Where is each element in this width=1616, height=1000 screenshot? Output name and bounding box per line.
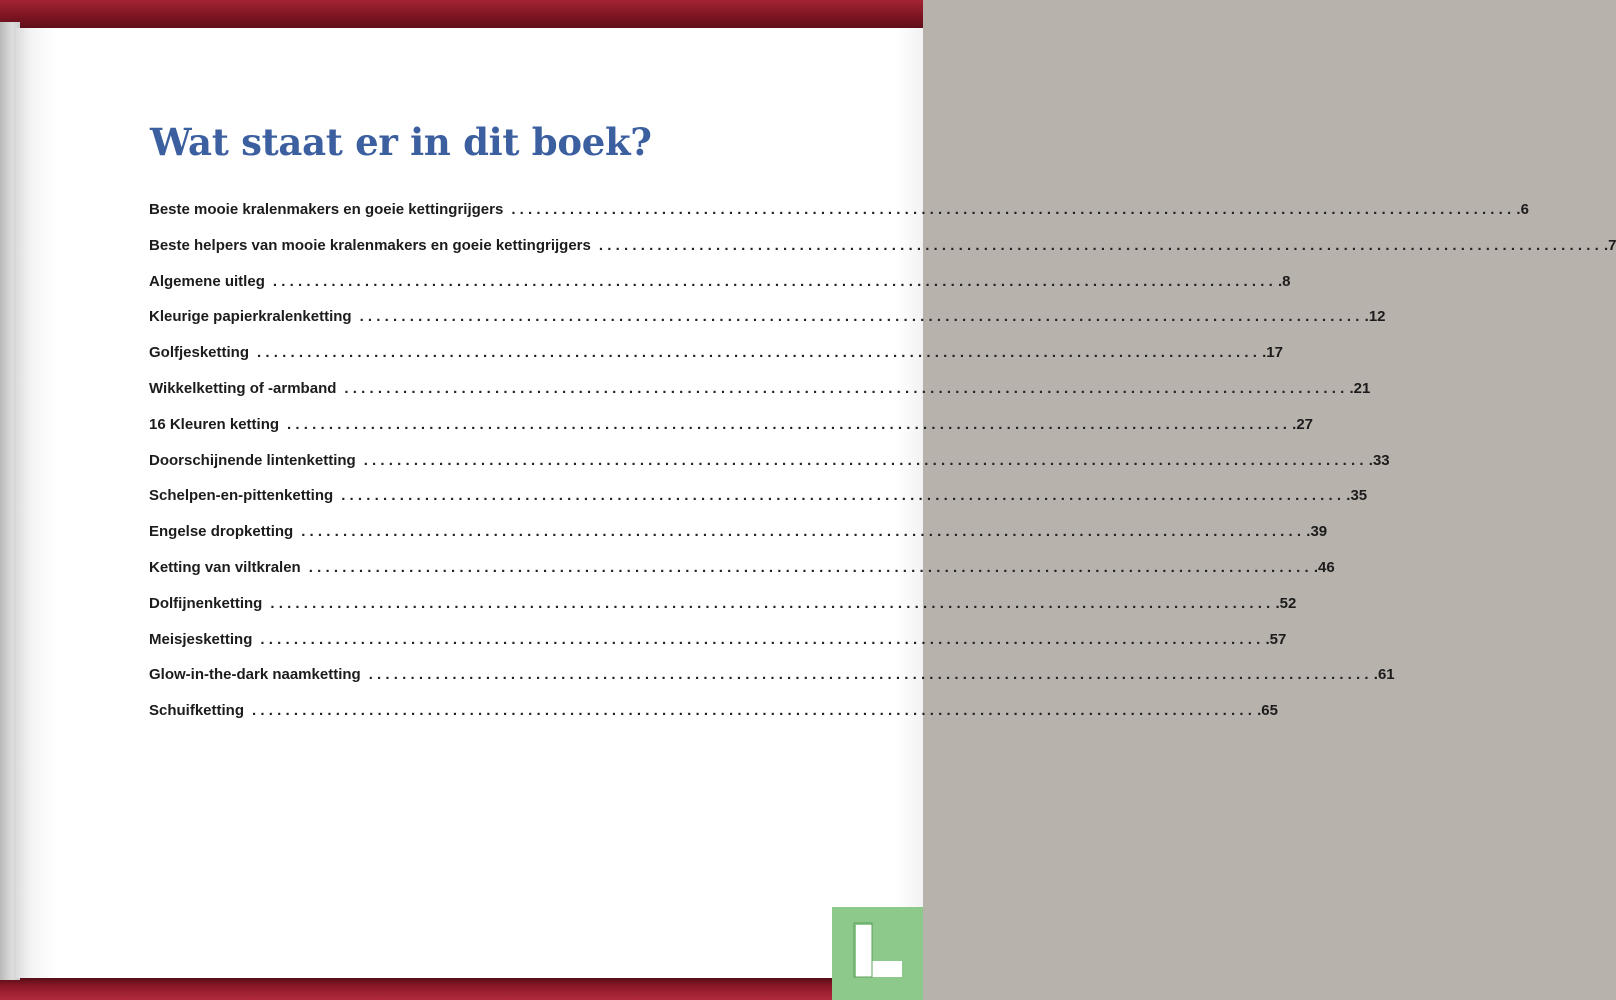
- toc-entry: [149, 308, 1386, 344]
- toc-leader-dots: ........................................................................................................................: [260, 630, 1265, 648]
- toc-leader-dots: ........................................................................................................................: [344, 379, 1349, 397]
- toc-entry-title: Beste helpers van mooie kralenmakers en goeie kettingrijgers: [149, 236, 591, 254]
- toc-entry-page: .12: [1364, 308, 1386, 326]
- toc-entry-page: .52: [1275, 594, 1297, 612]
- toc-entry-page: .39: [1306, 523, 1328, 541]
- toc-leader-dots: ........................................................................................................................: [272, 272, 1277, 290]
- toc-leader-dots: ........................................................................................................................: [287, 415, 1292, 433]
- toc-leader-dots: ........................................................................................................................: [270, 594, 1275, 612]
- toc-entry-page: .46: [1313, 558, 1335, 576]
- toc-entry: [149, 415, 1314, 452]
- toc-entry-title: Ketting van viltkralen: [149, 558, 301, 576]
- toc-leader-dots: ........................................................................................................................: [598, 236, 1603, 254]
- toc-entry: [149, 236, 1616, 273]
- toc-entry-title: Schuifketting: [149, 702, 245, 720]
- toc-leader-dots: ........................................................................................................................: [363, 451, 1368, 469]
- toc-entry-title: Engelse dropketting: [149, 523, 294, 541]
- toc-entry-title: Dolfijnenketting: [149, 594, 263, 612]
- toc-entry: [149, 201, 1529, 237]
- toc-entry-page: .57: [1265, 630, 1287, 648]
- toc-entry: [149, 558, 1335, 595]
- toc-entry-page: .35: [1346, 487, 1368, 505]
- toc-leader-dots: ........................................................................................................................: [308, 558, 1313, 576]
- l-logo-icon: [854, 923, 904, 981]
- table-of-contents: [149, 201, 1616, 738]
- toc-leader-dots: ........................................................................................................................: [301, 523, 1306, 541]
- watermark-logo: [832, 907, 923, 1000]
- toc-leader-dots: ........................................................................................................................: [359, 308, 1364, 326]
- toc-entry-page: .8: [1277, 272, 1291, 290]
- toc-leader-dots: ........................................................................................................................: [252, 702, 1257, 720]
- toc-entry: [149, 630, 1287, 667]
- page-title: Wat staat er in dit boek?: [150, 120, 652, 164]
- toc-entry-page: .27: [1292, 415, 1314, 433]
- toc-entry-title: Algemene uitleg: [149, 272, 265, 290]
- book-cover-bottom-edge: [0, 976, 923, 1000]
- toc-entry-title: Schelpen-en-pittenketting: [149, 487, 334, 505]
- toc-entry-title: Golfjesketting: [149, 344, 250, 362]
- book-cover-top-edge: [0, 0, 923, 30]
- toc-entry: [149, 702, 1278, 738]
- toc-leader-dots: ........................................................................................................................: [368, 666, 1373, 684]
- toc-entry-page: .17: [1262, 344, 1283, 362]
- toc-entry-title: Beste mooie kralenmakers en goeie kettingrijgers: [149, 201, 504, 218]
- toc-entry-title: Doorschijnende lintenketting: [149, 451, 356, 469]
- toc-entry-page: .61: [1373, 666, 1395, 684]
- toc-entry: [149, 379, 1371, 416]
- toc-entry: [149, 666, 1395, 702]
- toc-entry-page: .21: [1349, 379, 1371, 397]
- toc-entry-title: Kleurige papierkralenketting: [149, 308, 352, 326]
- toc-entry: [149, 594, 1297, 631]
- toc-entry-title: Meisjesketting: [149, 630, 253, 648]
- toc-entry: [149, 272, 1291, 309]
- toc-leader-dots: ........................................................................................................................: [257, 344, 1262, 362]
- toc-entry-title: Glow-in-the-dark naamketting: [149, 666, 361, 684]
- toc-entry: [149, 344, 1283, 380]
- toc-entry: [149, 523, 1328, 559]
- toc-leader-dots: ........................................................................................................................: [341, 487, 1346, 505]
- toc-entry-page: .6: [1516, 201, 1529, 218]
- toc-entry: [149, 487, 1368, 523]
- toc-entry: [149, 451, 1390, 488]
- toc-entry-title: 16 Kleuren ketting: [149, 415, 280, 433]
- toc-leader-dots: ........................................................................................................................: [511, 201, 1516, 218]
- toc-entry-page: .7: [1603, 236, 1616, 254]
- toc-entry-title: Wikkelketting of -armband: [149, 379, 337, 397]
- toc-entry-page: .65: [1257, 702, 1278, 720]
- toc-entry-page: .33: [1368, 451, 1390, 469]
